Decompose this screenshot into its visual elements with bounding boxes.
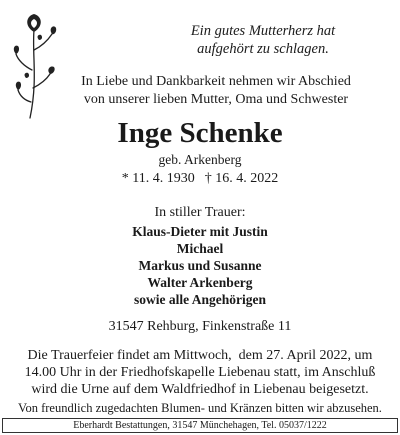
mourning-intro: In stiller Trauer: (154, 205, 246, 220)
mourner: Klaus-Dieter mit Justin (132, 224, 268, 239)
quote (150, 22, 376, 58)
mourner: Markus und Susanne (138, 258, 262, 273)
mourner: Michael (176, 241, 224, 256)
quote-line-1: Ein gutes Mutterherz hat (190, 23, 336, 39)
farewell-line-1: In Liebe und Dankbarkeit nehmen wir Abschied (81, 74, 351, 89)
funeral-details (0, 347, 400, 398)
death-date: † 16. 4. 2022 (204, 171, 279, 186)
funeral-line-2: 14.00 Uhr in der Friedhofskapelle Liebenau statt, im Anschluß (24, 365, 376, 380)
farewell-line-2: von unserer lieben Mutter, Oma und Schwester (83, 92, 349, 107)
birth-name: geb. Arkenberg (158, 152, 242, 167)
funeral-line-1: Die Trauerfeier findet am Mittwoch, dem 27. April 2022, um (27, 348, 373, 363)
mourner: Walter Arkenberg (147, 275, 253, 290)
flowers-request: Von freundlich zugedachten Blumen- und Kränzen bitten wir abzusehen. (18, 401, 382, 415)
farewell-text (46, 73, 386, 109)
family-address: 31547 Rehburg, Finkenstraße 11 (108, 319, 292, 334)
mourner: sowie alle Angehörigen (134, 292, 266, 307)
funeral-line-3: wird die Urne auf dem Waldfriedhof in Liebenau beigesetzt. (31, 382, 369, 397)
mourners-list (0, 223, 400, 308)
birth-date: * 11. 4. 1930 (121, 171, 195, 186)
quote-line-2: aufgehört zu schlagen. (197, 41, 329, 57)
deceased-name: Inge Schenke (117, 117, 283, 149)
life-dates (0, 170, 400, 188)
undertaker-footer: Eberhardt Bestattungen, 31547 Münchehagen, Tel. 05037/1222 (2, 418, 398, 433)
